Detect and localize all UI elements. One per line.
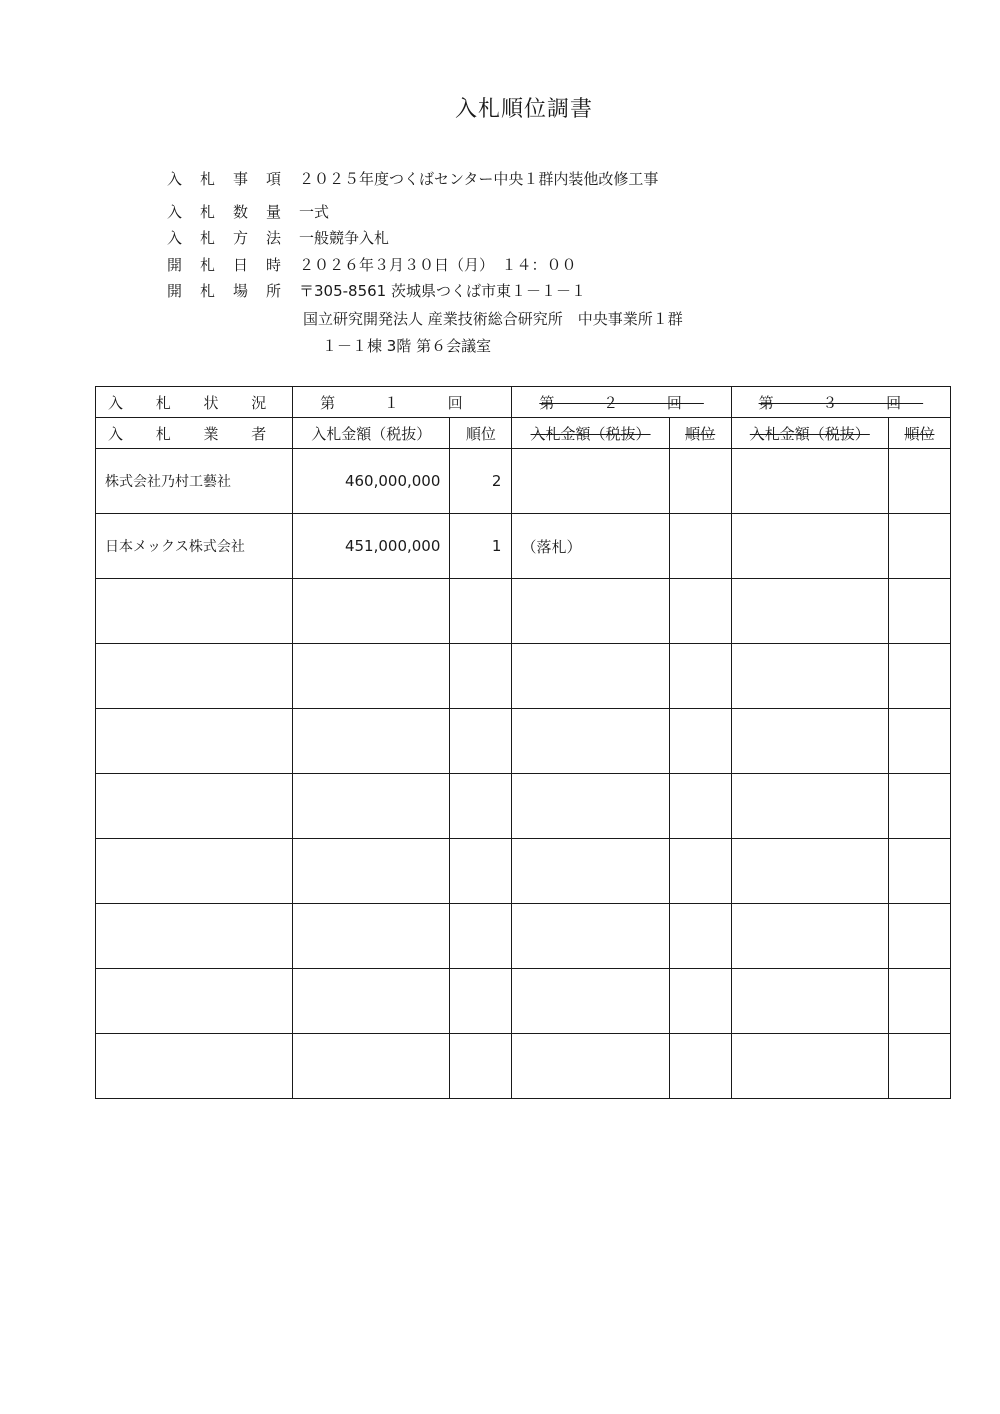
rank-header-round1: 順位 xyxy=(450,418,512,449)
info-label: 入 札 事 項 xyxy=(167,170,282,188)
status-label: 入 札 状 況 xyxy=(96,387,293,418)
empty-cell xyxy=(888,449,950,514)
table-row xyxy=(96,449,951,514)
document-title: 入札順位調書 xyxy=(454,97,593,122)
table-row-empty xyxy=(96,839,951,904)
round-1-header: 第 １ 回 xyxy=(293,387,512,418)
info-value-place-line2: 国立研究開発法人 産業技術総合研究所 中央事業所１群 xyxy=(303,310,683,328)
empty-cell xyxy=(731,514,888,579)
info-label: 入 札 方 法 xyxy=(167,229,282,247)
empty-cell xyxy=(669,449,731,514)
info-value-item: ２０２５年度つくばセンター中央１群内装他改修工事 xyxy=(299,170,659,188)
bid-ranking-table xyxy=(95,386,951,1099)
table-row-empty xyxy=(96,969,951,1034)
info-value-method: 一般競争入札 xyxy=(299,229,390,247)
empty-cell xyxy=(888,514,950,579)
table-row-empty xyxy=(96,644,951,709)
bid-rank: 1 xyxy=(450,514,512,579)
bid-amount: 451,000,000 xyxy=(293,514,450,579)
table-row-empty xyxy=(96,1034,951,1099)
empty-cell xyxy=(669,514,731,579)
bidder-label: 入 札 業 者 xyxy=(96,418,293,449)
table-row-empty xyxy=(96,579,951,644)
info-value-quantity: 一式 xyxy=(299,203,330,221)
amount-header-round3: 入札金額（税抜） xyxy=(731,418,888,449)
info-label: 開 札 日 時 xyxy=(167,256,282,274)
info-value-datetime: ２０２６年３月３０日（月） １４：００ xyxy=(299,256,577,274)
amount-header-round2: 入札金額（税抜） xyxy=(512,418,669,449)
amount-header-round1: 入札金額（税抜） xyxy=(293,418,450,449)
table-row-empty xyxy=(96,774,951,839)
bid-amount: 460,000,000 xyxy=(293,449,450,514)
info-label: 入 札 数 量 xyxy=(167,203,282,221)
rank-header-round2: 順位 xyxy=(669,418,731,449)
round-3-header: 第 ３ 回 xyxy=(731,387,950,418)
table-row-empty xyxy=(96,709,951,774)
bid-rank: 2 xyxy=(450,449,512,514)
header-row-rounds xyxy=(96,387,951,418)
table-row-empty xyxy=(96,904,951,969)
header-row-columns xyxy=(96,418,951,449)
info-value-place: 〒305-8561 茨城県つくば市東１－１－１ xyxy=(299,282,586,300)
bidder-name: 株式会社乃村工藝社 xyxy=(96,449,293,514)
empty-cell xyxy=(731,449,888,514)
bidder-name: 日本メックス株式会社 xyxy=(96,514,293,579)
round2-note xyxy=(512,449,669,514)
info-value-place-line3: １－１棟 3階 第６会議室 xyxy=(322,337,492,355)
round-2-header: 第 ２ 回 xyxy=(512,387,731,418)
table-row xyxy=(96,514,951,579)
round2-note: （落札） xyxy=(512,514,669,579)
rank-header-round3: 順位 xyxy=(888,418,950,449)
info-label: 開 札 場 所 xyxy=(167,282,282,300)
